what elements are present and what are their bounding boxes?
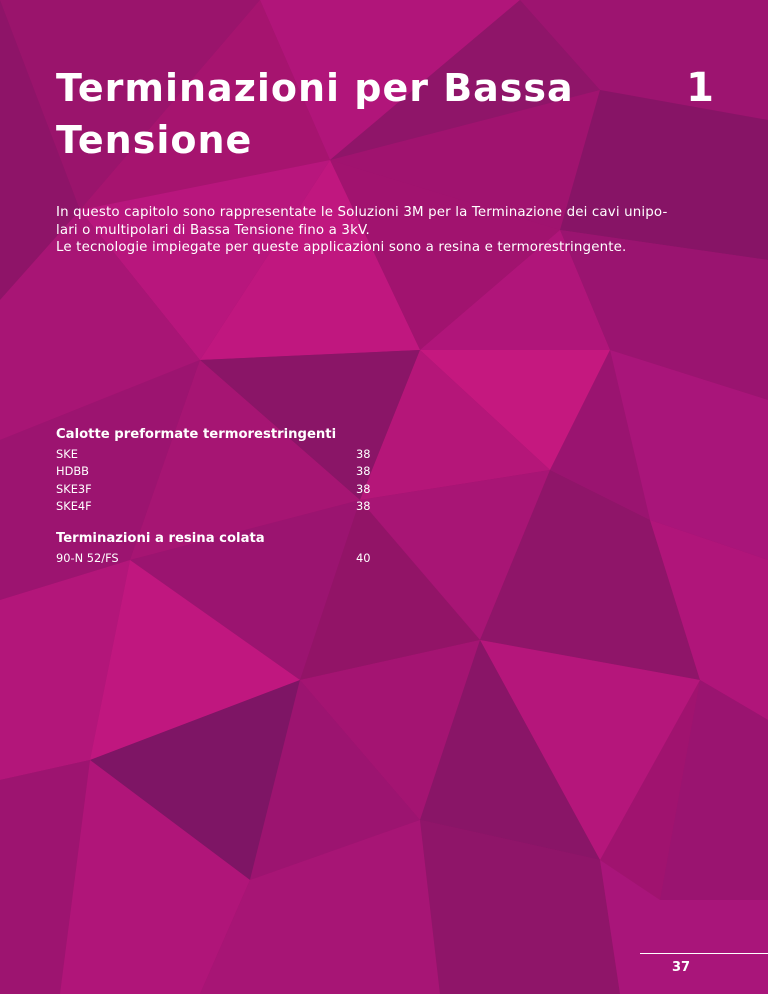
toc-entry-page: 38 <box>356 447 371 461</box>
toc-entry-label: SKE <box>56 447 78 461</box>
toc-entry[interactable] <box>56 498 376 515</box>
toc-entry-label: SKE4F <box>56 499 92 514</box>
toc-entry-label: 90-N 52/FS <box>56 550 119 565</box>
toc-section-heatshrink-caps <box>56 426 396 516</box>
toc-entry-page: 38 <box>356 481 371 496</box>
footer-rule <box>640 953 768 954</box>
intro-line: lari o multipolari di Bassa Tensione fino a 3kV. <box>56 222 370 238</box>
toc-entry[interactable] <box>56 550 376 567</box>
toc-entry-label: HDBB <box>56 464 89 479</box>
toc-entry[interactable] <box>56 446 376 463</box>
page-number: 37 <box>672 960 691 975</box>
toc-entry[interactable] <box>56 481 376 498</box>
chapter-title: Terminazioni per Bassa Tensione <box>56 66 574 162</box>
intro-line: In questo capitolo sono rappresentate le Soluzioni 3M per la Terminazione dei cavi unipo- <box>56 205 668 220</box>
toc-entry-page: 38 <box>356 464 371 479</box>
intro-line: Le tecnologie impiegate per queste applicazioni sono a resina e termorestringente. <box>56 240 627 255</box>
toc-entry-label: SKE3F <box>56 481 92 496</box>
chapter-number: 1 <box>686 65 714 111</box>
intro-paragraph <box>56 204 716 257</box>
toc-section-heading: Terminazioni a resina colata <box>56 530 265 546</box>
table-of-contents <box>56 426 396 581</box>
toc-section-cast-resin <box>56 530 396 567</box>
toc-section-heading: Calotte preformate termorestringenti <box>56 427 337 442</box>
toc-entry-page: 38 <box>356 499 371 514</box>
toc-entry-page: 40 <box>356 550 371 565</box>
toc-entry[interactable] <box>56 463 376 480</box>
